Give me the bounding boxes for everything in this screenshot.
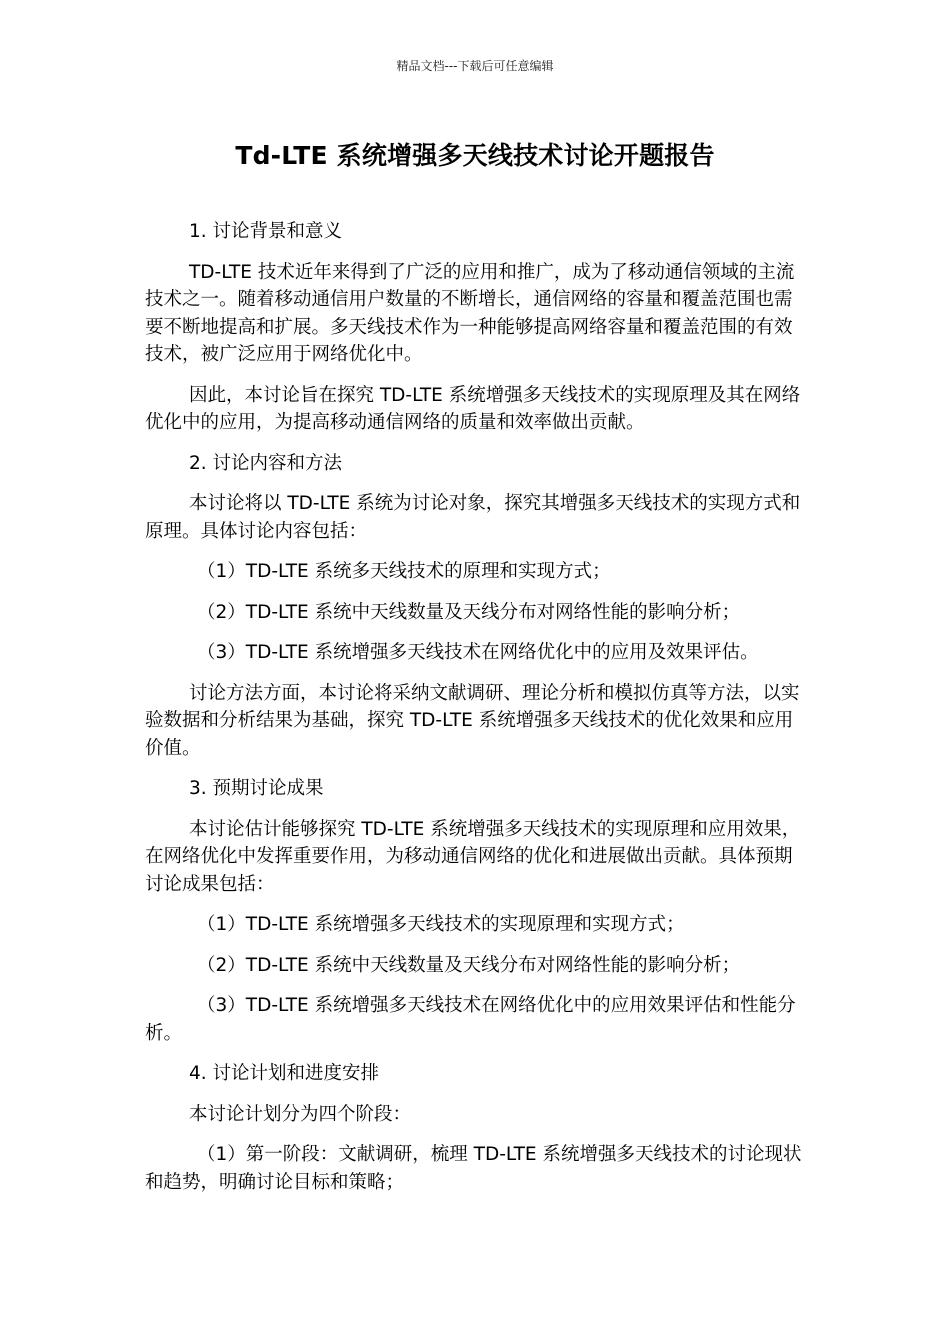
paragraph-methods: 讨论方法方面，本讨论将采纳文献调研、理论分析和模拟仿真等方法，以实验数据和分析结果为基础，探究 TD-LTE 系统增强多天线技术的优化效果和应用价值。: [145, 682, 800, 759]
list-item: （1）TD-LTE 系统多天线技术的原理和实现方式；: [197, 561, 611, 582]
paragraph-background: TD-LTE 技术近年来得到了广泛的应用和推广，成为了移动通信领域的主流技术之一。随着移动通信用户数量的不断增长，通信网络的容量和覆盖范围也需要不断地提高和扩展。多天线技术作为一种能够提高网络容量和覆盖范围的有效技术，被广泛应用于网络优化中。: [145, 261, 795, 365]
paragraph-expected-results: 本讨论估计能够探究 TD-LTE 系统增强多天线技术的实现原理和应用效果，在网络优化中发挥重要作用，为移动通信网络的优化和进展做出贡献。具体预期讨论成果包括：: [145, 818, 801, 895]
document-body: [145, 218, 810, 1209]
section-heading-2: 2. 讨论内容和方法: [189, 452, 343, 474]
list-item: （2）TD-LTE 系统中天线数量及天线分布对网络性能的影响分析；: [197, 601, 741, 623]
list-item: （2）TD-LTE 系统中天线数量及天线分布对网络性能的影响分析；: [197, 954, 741, 976]
section-heading-1: 1. 讨论背景和意义: [189, 221, 343, 242]
list-item: （1）第一阶段：文献调研，梳理 TD-LTE 系统增强多天线技术的讨论现状和趋势，明确讨论目标和策略；: [145, 1144, 802, 1193]
list-item: （1）TD-LTE 系统增强多天线技术的实现原理和实现方式；: [197, 914, 685, 935]
paragraph-purpose: 因此，本讨论旨在探究 TD-LTE 系统增强多天线技术的实现原理及其在网络优化中的应用，为提高移动通信网络的质量和效率做出贡献。: [145, 384, 801, 433]
document-title: Td-LTE 系统增强多天线技术讨论开题报告: [235, 141, 715, 170]
section-heading-3: 3. 预期讨论成果: [189, 778, 324, 799]
section-heading-4: 4. 讨论计划和进度安排: [189, 1063, 380, 1084]
list-item: （3）TD-LTE 系统增强多天线技术在网络优化中的应用及效果评估。: [197, 642, 759, 663]
page-header: 精品文档---下载后可任意编辑: [396, 59, 554, 73]
list-item: （3）TD-LTE 系统增强多天线技术在网络优化中的应用效果评估和性能分析。: [145, 995, 796, 1044]
paragraph-content-intro: 本讨论将以 TD-LTE 系统为讨论对象，探究其增强多天线技术的实现方式和原理。具体讨论内容包括：: [145, 493, 801, 542]
paragraph-plan-intro: 本讨论计划分为四个阶段：: [189, 1103, 412, 1125]
